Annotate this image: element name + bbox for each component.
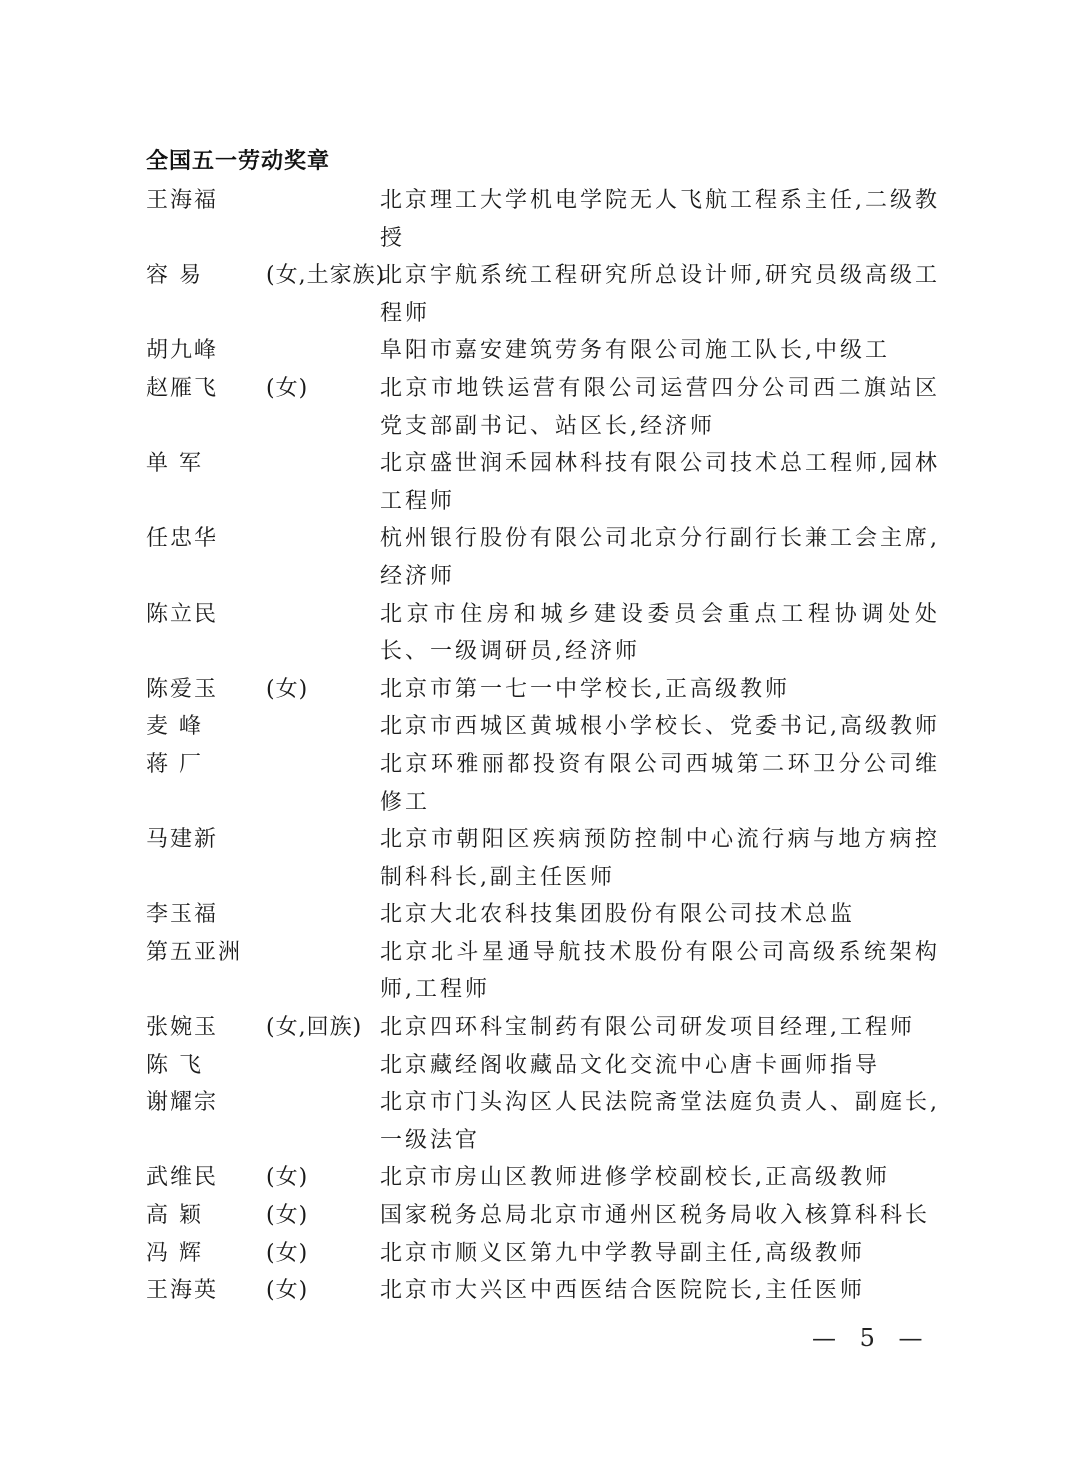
recipient-title: 北京市朝阳区疾病预防控制中心流行病与地方病控制科科长,副主任医师	[380, 827, 940, 890]
recipient-name: 单 军	[146, 451, 203, 477]
award-list	[146, 182, 946, 1310]
award-entry	[146, 708, 946, 746]
recipient-name: 第五亚洲	[146, 939, 243, 965]
recipient-name: 赵雁飞	[146, 375, 219, 401]
recipient-title: 北京市第一七一中学校长,正高级教师	[380, 676, 790, 702]
recipient-name: 王海福	[146, 188, 219, 213]
award-entry	[146, 596, 946, 671]
recipient-title: 北京藏经阁收藏品文化交流中心唐卡画师指导	[380, 1052, 881, 1078]
recipient-title: 北京市住房和城乡建设委员会重点工程协调处处长、一级调研员,经济师	[380, 601, 940, 665]
award-entry	[146, 821, 946, 896]
recipient-title: 北京市门头沟区人民法院斋堂法庭负责人、副庭长,一级法官	[380, 1090, 940, 1153]
recipient-title: 北京北斗星通导航技术股份有限公司高级系统架构师,工程师	[380, 939, 940, 1003]
recipient-title: 北京市地铁运营有限公司运营四分公司西二旗站区党支部副书记、站区长,经济师	[380, 375, 940, 439]
recipient-title: 北京市顺义区第九中学教导副主任,高级教师	[380, 1240, 865, 1266]
recipient-name: 任忠华	[146, 526, 219, 552]
recipient-note: (女)	[266, 676, 309, 702]
award-entry	[146, 257, 946, 332]
recipient-name: 马建新	[146, 827, 219, 853]
recipient-note: (女)	[266, 375, 309, 401]
recipient-title: 北京市房山区教师进修学校副校长,正高级教师	[380, 1165, 890, 1191]
recipient-name: 高 颖	[146, 1203, 203, 1229]
recipient-title: 北京盛世润禾园林科技有限公司技术总工程师,园林工程师	[380, 451, 940, 514]
award-entry	[146, 934, 946, 1009]
recipient-name: 谢耀宗	[146, 1090, 219, 1116]
recipient-note: (女,土家族)	[266, 263, 386, 289]
recipient-note: (女,回族)	[266, 1015, 363, 1041]
recipient-name: 王海英	[146, 1278, 219, 1304]
recipient-name: 麦 峰	[146, 714, 203, 740]
recipient-name: 陈立民	[146, 601, 219, 627]
recipient-note: (女)	[266, 1240, 309, 1266]
recipient-note: (女)	[266, 1203, 309, 1229]
award-entry	[146, 746, 946, 821]
recipient-name: 陈爱玉	[146, 676, 219, 702]
recipient-name: 冯 辉	[146, 1240, 203, 1266]
recipient-name: 蒋 厂	[146, 751, 203, 777]
recipient-title: 北京市西城区黄城根小学校长、党委书记,高级教师	[380, 714, 940, 740]
recipient-title: 北京市大兴区中西医结合医院院长,主任医师	[380, 1278, 865, 1304]
award-entry	[146, 1084, 946, 1159]
award-entry	[146, 332, 946, 370]
award-entry	[146, 1272, 946, 1310]
recipient-note: (女)	[266, 1165, 309, 1191]
recipient-title: 北京环雅丽都投资有限公司西城第二环卫分公司维修工	[380, 751, 940, 815]
award-entry	[146, 1047, 946, 1085]
award-entry	[146, 520, 946, 595]
recipient-name: 陈 飞	[146, 1052, 203, 1078]
recipient-title: 北京大北农科技集团股份有限公司技术总监	[380, 902, 856, 928]
recipient-name: 张婉玉	[146, 1015, 219, 1041]
recipient-title: 国家税务总局北京市通州区税务局收入核算科科长	[380, 1203, 931, 1229]
award-entry	[146, 1197, 946, 1235]
page-number: — 5 —	[812, 1324, 931, 1352]
recipient-name: 李玉福	[146, 902, 219, 928]
recipient-name: 武维民	[146, 1165, 219, 1191]
award-entry	[146, 1235, 946, 1273]
award-entry	[146, 671, 946, 709]
award-entry	[146, 370, 946, 445]
award-entry	[146, 1159, 946, 1197]
page-heading: 全国五一劳动奖章	[146, 149, 331, 174]
recipient-title: 北京四环科宝制药有限公司研发项目经理,工程师	[380, 1015, 915, 1041]
recipient-note: (女)	[266, 1278, 309, 1304]
recipient-title: 北京宇航系统工程研究所总设计师,研究员级高级工程师	[380, 263, 940, 326]
award-entry	[146, 896, 946, 934]
recipient-title: 北京理工大学机电学院无人飞航工程系主任,二级教授	[380, 188, 940, 251]
recipient-name: 容 易	[146, 263, 203, 289]
recipient-name: 胡九峰	[146, 338, 219, 364]
recipient-title: 阜阳市嘉安建筑劳务有限公司施工队长,中级工	[380, 338, 890, 364]
award-entry	[146, 445, 946, 520]
award-entry	[146, 1009, 946, 1047]
recipient-title: 杭州银行股份有限公司北京分行副行长兼工会主席,经济师	[380, 526, 940, 589]
award-entry	[146, 182, 946, 257]
